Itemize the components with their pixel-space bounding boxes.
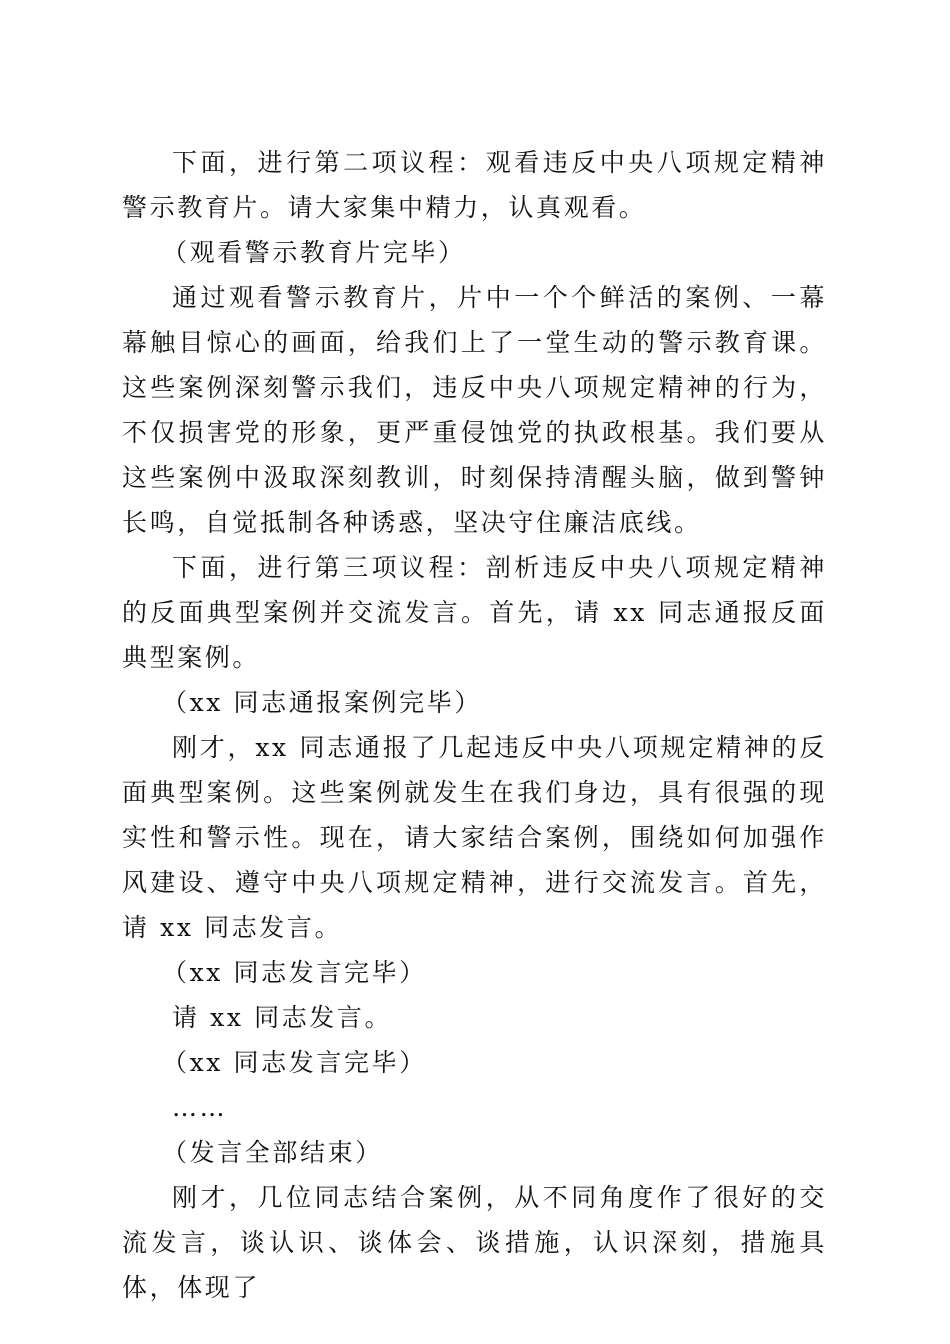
paragraph-agenda-three: 下面，进行第三项议程：剖析违反中央八项规定精神的反面典型案例并交流发言。首先，请 xx 同志通报反面典型案例。 xyxy=(122,553,827,672)
paragraph-agenda-two: 下面，进行第二项议程：观看违反中央八项规定精神警示教育片。请大家集中精力，认真观看。 xyxy=(122,148,827,222)
note-film-finished: （观看警示教育片完毕） xyxy=(162,238,466,267)
note-speech-finished-2: （xx 同志发言完毕） xyxy=(162,1048,427,1077)
note-case-report-finished: （xx 同志通报案例完毕） xyxy=(162,688,482,717)
paragraph-film-reflection: 通过观看警示教育片，片中一个个鲜活的案例、一幕幕触目惊心的画面，给我们上了一堂生动的警示教育课。这些案例深刻警示我们，违反中央八项规定精神的行为，不仅损害党的形象，更严重侵蚀党的执政根基。我们要从这些案例中汲取深刻教训，时刻保持清醒头脑，做到警钟长鸣，自觉抵制各种诱惑，坚决守住廉洁底线。 xyxy=(122,283,827,537)
note-all-speeches-ended: （发言全部结束） xyxy=(162,1138,383,1167)
document-body xyxy=(122,140,827,1310)
note-speech-finished-1: （xx 同志发言完毕） xyxy=(162,958,427,987)
paragraph-closing-remarks: 刚才，几位同志结合案例，从不同角度作了很好的交流发言，谈认识、谈体会、谈措施，认识深刻，措施具体，体现了 xyxy=(122,1183,827,1302)
paragraph-case-discussion: 刚才，xx 同志通报了几起违反中央八项规定精神的反面典型案例。这些案例就发生在我们身边，具有很强的现实性和警示性。现在，请大家结合案例，围绕如何加强作风建设、遵守中央八项规定精神，进行交流发言。首先，请 xx 同志发言。 xyxy=(122,733,827,942)
paragraph-ellipsis: …… xyxy=(172,1093,228,1122)
paragraph-next-speaker: 请 xx 同志发言。 xyxy=(172,1003,393,1032)
